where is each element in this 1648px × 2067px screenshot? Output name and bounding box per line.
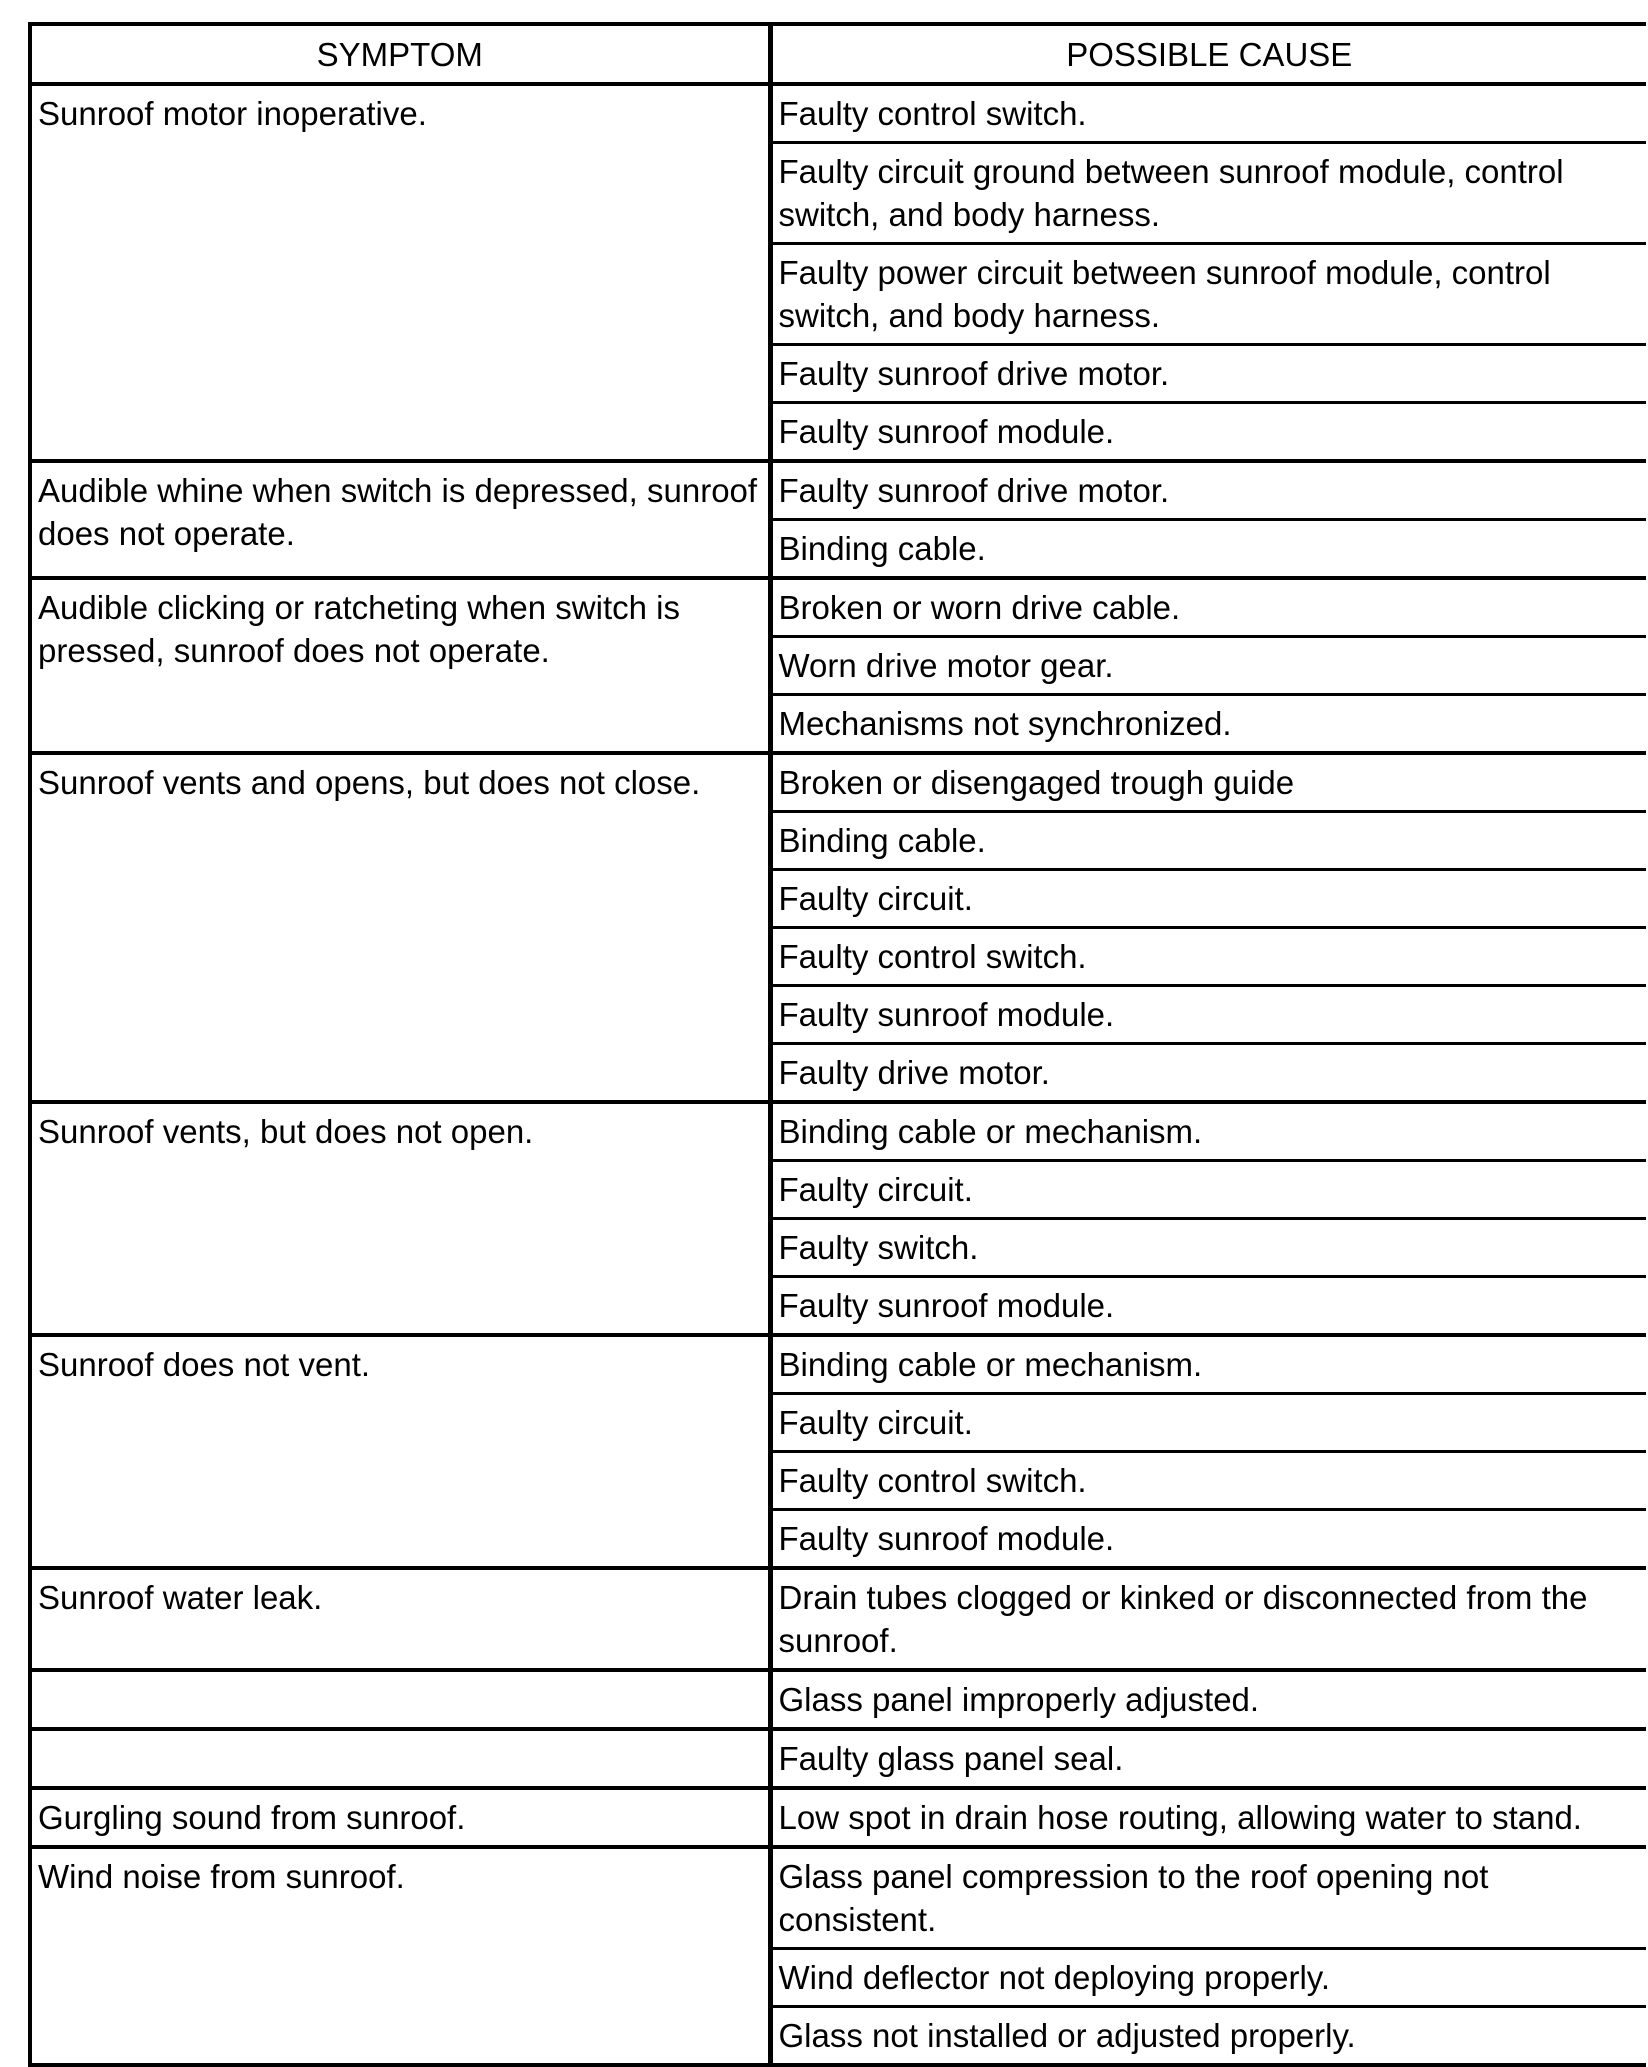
possible-cause-cell: Glass panel improperly adjusted.: [770, 1670, 1646, 1729]
table-row: [30, 1847, 1646, 1949]
possible-cause-cell: Faulty control switch.: [770, 928, 1646, 986]
possible-cause-cell: Faulty sunroof module.: [770, 1510, 1646, 1569]
possible-cause-cell: Faulty circuit ground between sunroof module, control switch, and body harness.: [770, 143, 1646, 244]
symptom-column-header: SYMPTOM: [30, 24, 770, 84]
possible-cause-cell: Faulty glass panel seal.: [770, 1729, 1646, 1788]
symptom-cell: Gurgling sound from sunroof.: [30, 1788, 770, 1847]
possible-cause-cell: Faulty sunroof drive motor.: [770, 461, 1646, 520]
possible-cause-cell: Binding cable.: [770, 812, 1646, 870]
possible-cause-cell: Low spot in drain hose routing, allowing water to stand.: [770, 1788, 1646, 1847]
table-header: [30, 24, 1646, 84]
possible-cause-cell: Faulty sunroof module.: [770, 403, 1646, 462]
possible-cause-cell: Mechanisms not synchronized.: [770, 695, 1646, 754]
symptom-cell: Sunroof water leak.: [30, 1568, 770, 1670]
possible-cause-cell: Glass not installed or adjusted properly.: [770, 2007, 1646, 2066]
possible-cause-cell: Binding cable.: [770, 520, 1646, 579]
table-row: [30, 1788, 1646, 1847]
possible-cause-cell: Faulty circuit.: [770, 1161, 1646, 1219]
table-row: [30, 1729, 1646, 1788]
table-row: [30, 1102, 1646, 1161]
possible-cause-cell: Faulty sunroof module.: [770, 986, 1646, 1044]
table-row: [30, 84, 1646, 143]
table-row: [30, 1568, 1646, 1670]
possible-cause-cell: Worn drive motor gear.: [770, 637, 1646, 695]
table-row: [30, 461, 1646, 520]
possible-cause-cell: Broken or disengaged trough guide: [770, 753, 1646, 812]
possible-cause-cell: Drain tubes clogged or kinked or disconnected from the sunroof.: [770, 1568, 1646, 1670]
symptom-cell: Wind noise from sunroof.: [30, 1847, 770, 2065]
possible-cause-cell: Broken or worn drive cable.: [770, 578, 1646, 637]
symptom-cell: [30, 1670, 770, 1729]
possible-cause-cell: Faulty sunroof module.: [770, 1277, 1646, 1336]
table-row: [30, 1670, 1646, 1729]
symptom-cell: Sunroof motor inoperative.: [30, 84, 770, 461]
possible-cause-cell: Wind deflector not deploying properly.: [770, 1949, 1646, 2007]
symptom-cell: Sunroof vents and opens, but does not close.: [30, 753, 770, 1102]
symptom-cell: [30, 1729, 770, 1788]
header-row: [30, 24, 1646, 84]
possible-cause-cell: Faulty sunroof drive motor.: [770, 345, 1646, 403]
table-row: [30, 753, 1646, 812]
possible-cause-cell: Faulty control switch.: [770, 84, 1646, 143]
possible-cause-cell: Faulty control switch.: [770, 1452, 1646, 1510]
possible-cause-cell: Glass panel compression to the roof opening not consistent.: [770, 1847, 1646, 1949]
possible-cause-cell: Faulty switch.: [770, 1219, 1646, 1277]
table-body: [30, 84, 1646, 2065]
possible-cause-cell: Faulty circuit.: [770, 1394, 1646, 1452]
symptom-cell: Sunroof does not vent.: [30, 1335, 770, 1568]
table-row: [30, 578, 1646, 637]
possible-cause-cell: Binding cable or mechanism.: [770, 1335, 1646, 1394]
diagnosis-table: [28, 22, 1646, 2067]
symptom-cell: Sunroof vents, but does not open.: [30, 1102, 770, 1335]
table-row: [30, 1335, 1646, 1394]
symptom-cell: Audible whine when switch is depressed, sunroof does not operate.: [30, 461, 770, 578]
possible-cause-cell: Binding cable or mechanism.: [770, 1102, 1646, 1161]
possible-cause-cell: Faulty circuit.: [770, 870, 1646, 928]
possible-cause-cell: Faulty drive motor.: [770, 1044, 1646, 1103]
possible-cause-column-header: POSSIBLE CAUSE: [770, 24, 1646, 84]
possible-cause-cell: Faulty power circuit between sunroof module, control switch, and body harness.: [770, 244, 1646, 345]
symptom-cell: Audible clicking or ratcheting when switch is pressed, sunroof does not operate.: [30, 578, 770, 753]
